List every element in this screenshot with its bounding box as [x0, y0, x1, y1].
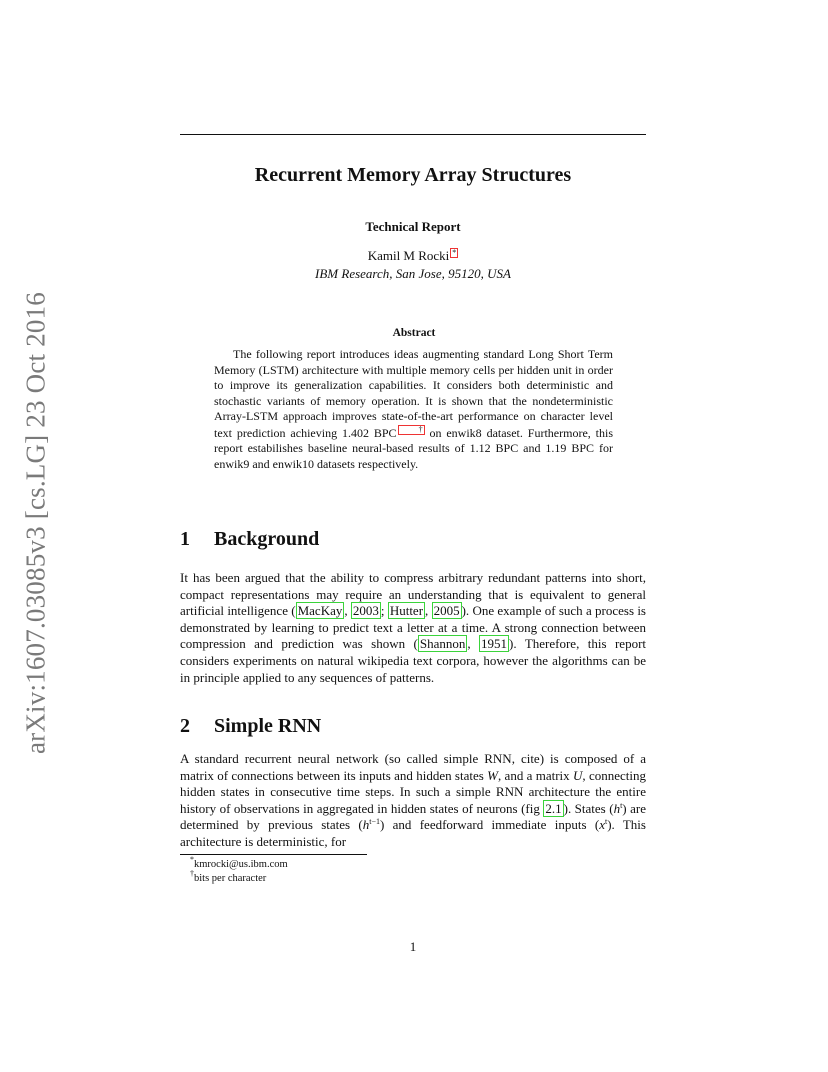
- text-span: , and a matrix: [497, 767, 573, 783]
- text-span: ;: [380, 603, 388, 619]
- figure-ref-2-1[interactable]: 2.1: [545, 800, 562, 816]
- section-number: 1: [180, 528, 190, 550]
- text-span: ) are determined by previous states (: [180, 800, 646, 833]
- text-span: , connecting hidden states in consecutive time steps. In such a simple RNN architecture the entire history of observations in aggregated in hidden states of neurons (fig: [180, 767, 646, 816]
- text-span: ) and feedforward immediate inputs (: [379, 817, 600, 833]
- footnote-mark: *: [190, 855, 194, 864]
- citation-2005[interactable]: 2005: [433, 603, 460, 619]
- section-number: 2: [180, 715, 190, 737]
- citation-2003[interactable]: 2003: [352, 603, 379, 619]
- abstract-text-1: The following report introduces ideas augmenting standard Long Short Term Memory (LSTM) architecture with multiple memory cells per hidden unit in order to improve its generalization capabilities. It considers both deterministic and stochastic variants of memory operation. It is shown that the nondeterministic Array-LSTM approach improves state-of-the-art performance on character level text prediction achieving 1.402 BPC: [214, 347, 613, 440]
- text-span: ,: [425, 603, 432, 619]
- section-heading-simple-rnn: [180, 715, 321, 738]
- section-heading-background: [180, 528, 319, 551]
- title-rule: [180, 134, 646, 135]
- text-span: ). This architecture is deterministic, for: [180, 817, 646, 849]
- author-name: Kamil M Rocki: [367, 248, 450, 263]
- paper-title: Recurrent Memory Array Structures: [254, 164, 572, 186]
- citation-mackay[interactable]: MacKay: [297, 603, 343, 619]
- text-span: It has been argued that the ability to compress arbitrary redundant patterns into short, compact representations may require an understanding that is equivalent to general artificial intelligence (: [180, 570, 646, 619]
- math-x: x: [599, 817, 605, 833]
- citation-shannon[interactable]: Shannon: [419, 636, 466, 652]
- footnote-mark: †: [190, 869, 194, 878]
- abstract-text-2: on enwik8 dataset. Furthermore, this report estabilishes baseline neural-based results of 1.12 BPC and 1.19 BPC for enwik9 and enwik10 datasets respectively.: [214, 425, 613, 471]
- arxiv-sidebar: [12, 288, 60, 758]
- text-span: ). Therefore, this report considers experiments on natural wikipedia text corpora, however the algorithms can be in principle applied to any sequences of patterns.: [180, 636, 647, 685]
- math-sup-t: t: [620, 800, 623, 810]
- author-line: [180, 248, 646, 264]
- footnote-bpc: [190, 869, 267, 885]
- text-span: A standard recurrent neural network (so called simple RNN, cite) is composed of a matrix of connections between its inputs and hidden states: [180, 751, 646, 783]
- section-title: Background: [214, 528, 320, 550]
- paper-subtitle: Technical Report: [365, 219, 461, 234]
- footnote-text: kmrocki@us.ibm.com: [194, 859, 288, 870]
- footnote-rule: [180, 854, 367, 855]
- arxiv-identifier: arXiv:1607.03085v3 [cs.LG] 23 Oct 2016: [20, 291, 51, 755]
- text-span: ,: [467, 636, 480, 652]
- affiliation: IBM Research, San Jose, 95120, USA: [315, 266, 511, 281]
- math-w: W: [487, 767, 498, 783]
- text-span: ). States (: [563, 800, 614, 816]
- section-title: Simple RNN: [214, 715, 322, 737]
- math-h: h: [362, 817, 370, 833]
- page-number: 1: [409, 939, 417, 954]
- text-span: ,: [344, 603, 351, 619]
- footnote-text: bits per character: [194, 873, 267, 884]
- text-span: ). One example of such a process is demonstrated by learning to predict text a letter at a time. A strong connection between compression and prediction was shown (: [180, 603, 646, 652]
- math-h: h: [613, 800, 621, 816]
- author-footnote-link[interactable]: *: [452, 248, 457, 257]
- bpc-footnote-link[interactable]: †: [398, 425, 425, 435]
- citation-1951[interactable]: 1951: [481, 636, 508, 652]
- math-u: U: [573, 767, 583, 783]
- citation-hutter[interactable]: Hutter: [389, 603, 424, 619]
- background-paragraph: [180, 570, 646, 686]
- math-sup-t-minus-1: t−1: [369, 817, 380, 827]
- abstract-heading: Abstract: [392, 327, 436, 339]
- simple-rnn-paragraph: [180, 751, 646, 851]
- math-sup-t: t: [604, 817, 608, 827]
- footnote-email: [190, 855, 288, 871]
- abstract-body: [214, 347, 613, 472]
